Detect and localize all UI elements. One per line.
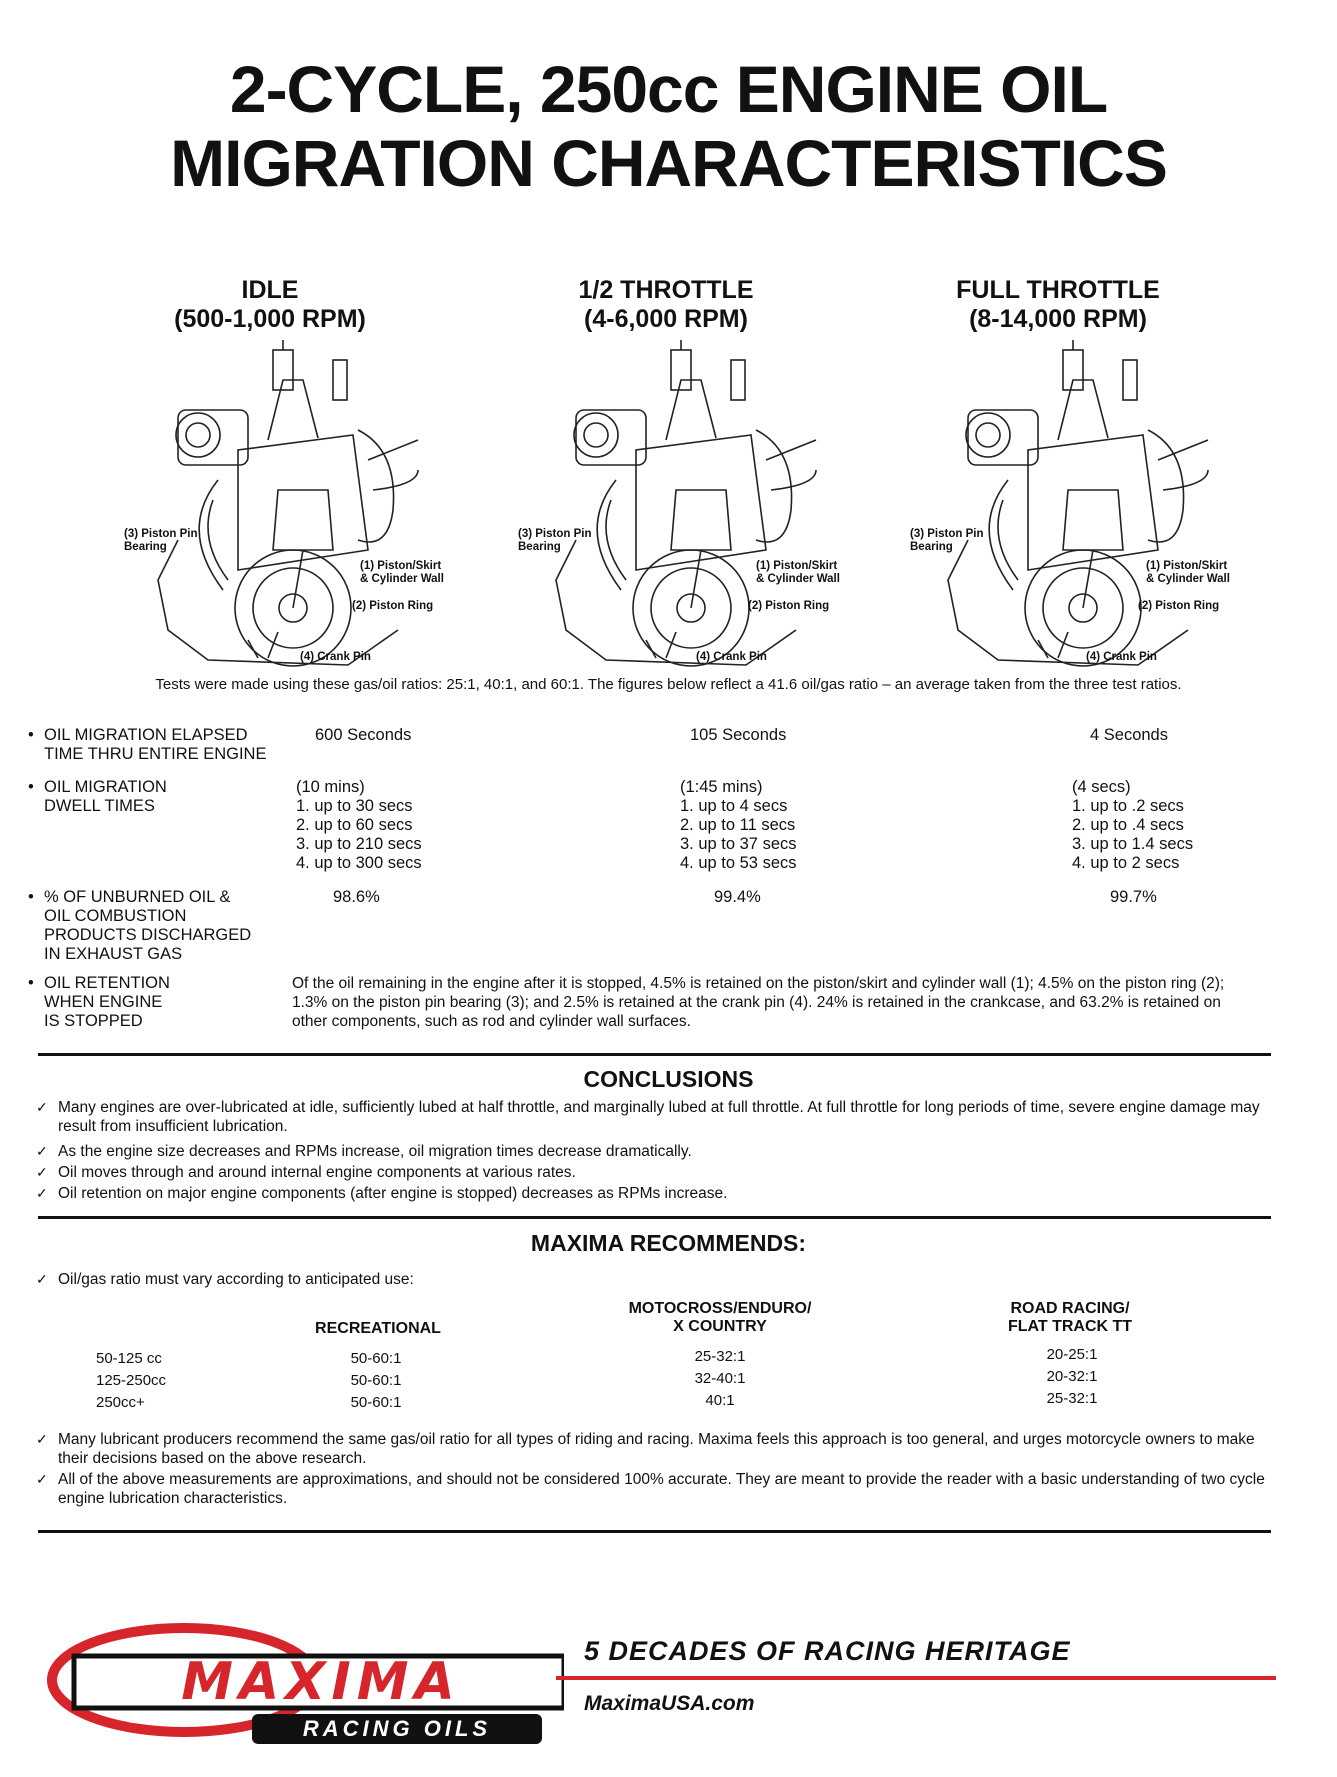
dwell-full: (4 secs) 1. up to .2 secs 2. up to .4 secs 3. up to 1.4 secs 4. up to 2 secs bbox=[1072, 778, 1194, 872]
footer-red-rule bbox=[556, 1676, 1276, 1680]
elapsed-full: 4 Seconds bbox=[1090, 726, 1168, 744]
conclusion-item: ✓ Oil retention on major engine components (after engine is stopped) decreases as RPMs increase. bbox=[36, 1185, 728, 1202]
conclusions-heading: CONCLUSIONS bbox=[583, 1066, 754, 1092]
column-name: IDLE bbox=[241, 276, 299, 304]
unburned-idle: 98.6% bbox=[333, 888, 380, 906]
recreational-cell: 50-60:1 bbox=[350, 1372, 402, 1389]
column-name: FULL THROTTLE bbox=[956, 276, 1160, 304]
label-crank-pin: (4) Crank Pin bbox=[696, 651, 767, 663]
road-racing-cell: 20-32:1 bbox=[1046, 1368, 1098, 1385]
row-label-elapsed: • OIL MIGRATION ELAPSED TIME THRU ENTIRE ENGINE bbox=[28, 726, 267, 763]
conclusion-item: ✓ Oil moves through and around internal engine components at various rates. bbox=[36, 1164, 576, 1181]
label-piston-ring: (2) Piston Ring bbox=[748, 600, 830, 612]
engine-diagram-full-throttle bbox=[908, 340, 1238, 670]
website-link[interactable]: MaximaUSA.com bbox=[584, 1692, 755, 1715]
motocross-cell: 25-32:1 bbox=[694, 1348, 746, 1365]
title-line-2: MIGRATION CHARACTERISTICS bbox=[170, 126, 1167, 200]
label-crank-pin: (4) Crank Pin bbox=[300, 651, 371, 663]
header-road-racing: ROAD RACING/ FLAT TRACK TT bbox=[1007, 1300, 1133, 1335]
logo-wordmark: MAXIMA bbox=[181, 1652, 461, 1712]
engine-illustration bbox=[118, 340, 448, 670]
size-cell: 50-125 cc bbox=[96, 1350, 162, 1367]
unburned-full: 99.7% bbox=[1110, 888, 1157, 906]
title-line-1: 2-CYCLE, 250cc ENGINE OIL bbox=[229, 52, 1108, 126]
unburned-half: 99.4% bbox=[714, 888, 761, 906]
divider bbox=[38, 1053, 1271, 1056]
motocross-cell: 32-40:1 bbox=[694, 1370, 746, 1387]
row-label-dwell: • OIL MIGRATION DWELL TIMES bbox=[28, 778, 167, 815]
column-idle-heading bbox=[90, 276, 450, 334]
divider bbox=[38, 1216, 1271, 1219]
logo-subtext: RACING OILS bbox=[302, 1716, 492, 1741]
motocross-cell: 40:1 bbox=[705, 1392, 735, 1409]
label-piston-pin: (3) Piston Pin Bearing bbox=[124, 528, 198, 553]
dwell-idle: (10 mins) 1. up to 30 secs 2. up to 60 secs 3. up to 210 secs 4. up to 300 secs bbox=[296, 778, 422, 872]
label-piston-pin: (3) Piston Pin Bearing bbox=[910, 528, 984, 553]
dwell-half: (1:45 mins) 1. up to 4 secs 2. up to 11 secs 3. up to 37 secs 4. up to 53 secs bbox=[680, 778, 797, 872]
recommends-note: ✓ All of the above measurements are approximations, and should not be considered 100% accurate. They are meant to provide the reader with a basic understanding of two cycle engine lubrication characteristics. bbox=[36, 1471, 1265, 1507]
test-ratio-note: Tests were made using these gas/oil ratios: 25:1, 40:1, and 60:1. The figures below reflect a 41.6 oil/gas ratio – an average taken from the three test ratios. bbox=[155, 676, 1182, 693]
size-cell: 250cc+ bbox=[96, 1394, 145, 1411]
divider bbox=[38, 1530, 1271, 1533]
engine-diagram-idle bbox=[118, 340, 448, 670]
elapsed-idle: 600 Seconds bbox=[315, 726, 412, 744]
column-half-throttle-heading bbox=[486, 276, 846, 334]
label-piston-ring: (2) Piston Ring bbox=[1138, 600, 1220, 612]
label-piston-ring: (2) Piston Ring bbox=[352, 600, 434, 612]
conclusion-item: ✓ Many engines are over-lubricated at idle, sufficiently lubed at half throttle, and marginally lubed at full throttle. At full throttle for long periods of time, severe engine damage may result from insufficient lubrication. bbox=[36, 1099, 1260, 1135]
label-crank-pin: (4) Crank Pin bbox=[1086, 651, 1157, 663]
road-racing-cell: 25-32:1 bbox=[1046, 1390, 1098, 1407]
tagline: 5 DECADES OF RACING HERITAGE bbox=[584, 1636, 1071, 1666]
maxima-logo bbox=[44, 1620, 564, 1750]
column-rpm: (500-1,000 RPM) bbox=[174, 305, 366, 333]
engine-diagram-half-throttle bbox=[516, 340, 846, 670]
label-piston-pin: (3) Piston Pin Bearing bbox=[518, 528, 592, 553]
column-rpm: (4-6,000 RPM) bbox=[584, 305, 748, 333]
recommends-note: ✓ Many lubricant producers recommend the same gas/oil ratio for all types of riding and racing. Maxima feels this approach is too general, and urges motorcycle owners to make their decisions based on the above research. bbox=[36, 1431, 1255, 1467]
conclusion-item: ✓ As the engine size decreases and RPMs increase, oil migration times decrease dramatically. bbox=[36, 1143, 692, 1160]
engine-illustration bbox=[516, 340, 846, 670]
label-piston-skirt: (1) Piston/Skirt & Cylinder Wall bbox=[360, 560, 444, 585]
label-piston-skirt: (1) Piston/Skirt & Cylinder Wall bbox=[1146, 560, 1230, 585]
road-racing-cell: 20-25:1 bbox=[1046, 1346, 1098, 1363]
label-piston-skirt: (1) Piston/Skirt & Cylinder Wall bbox=[756, 560, 840, 585]
column-rpm: (8-14,000 RPM) bbox=[969, 305, 1147, 333]
recommends-intro: ✓ Oil/gas ratio must vary according to anticipated use: bbox=[36, 1271, 414, 1288]
elapsed-half: 105 Seconds bbox=[690, 726, 787, 744]
recreational-cell: 50-60:1 bbox=[350, 1394, 402, 1411]
page-title bbox=[0, 52, 1337, 200]
recommends-heading: MAXIMA RECOMMENDS: bbox=[530, 1230, 807, 1256]
recreational-cell: 50-60:1 bbox=[350, 1350, 402, 1367]
retention-text: Of the oil remaining in the engine after it is stopped, 4.5% is retained on the piston/skirt and cylinder wall (1); 4.5% on the piston ring (2); 1.3% on the piston pin bearing (3); and 2.5% is retained at the crank pin (4). 24% is retained in the crankcase, and 63.2% is retained on other components, such as rod and cylinder wall surfaces. bbox=[292, 975, 1225, 1030]
column-full-throttle-heading bbox=[878, 276, 1238, 334]
column-name: 1/2 THROTTLE bbox=[578, 276, 754, 304]
size-cell: 125-250cc bbox=[96, 1372, 167, 1389]
engine-illustration bbox=[908, 340, 1238, 670]
header-motocross: MOTOCROSS/ENDURO/ X COUNTRY bbox=[628, 1300, 812, 1335]
header-recreational: RECREATIONAL bbox=[315, 1320, 441, 1337]
row-label-unburned: • % OF UNBURNED OIL & OIL COMBUSTION PRODUCTS DISCHARGED IN EXHAUST GAS bbox=[28, 888, 252, 963]
row-label-retention: • OIL RETENTION WHEN ENGINE IS STOPPED bbox=[28, 974, 170, 1030]
